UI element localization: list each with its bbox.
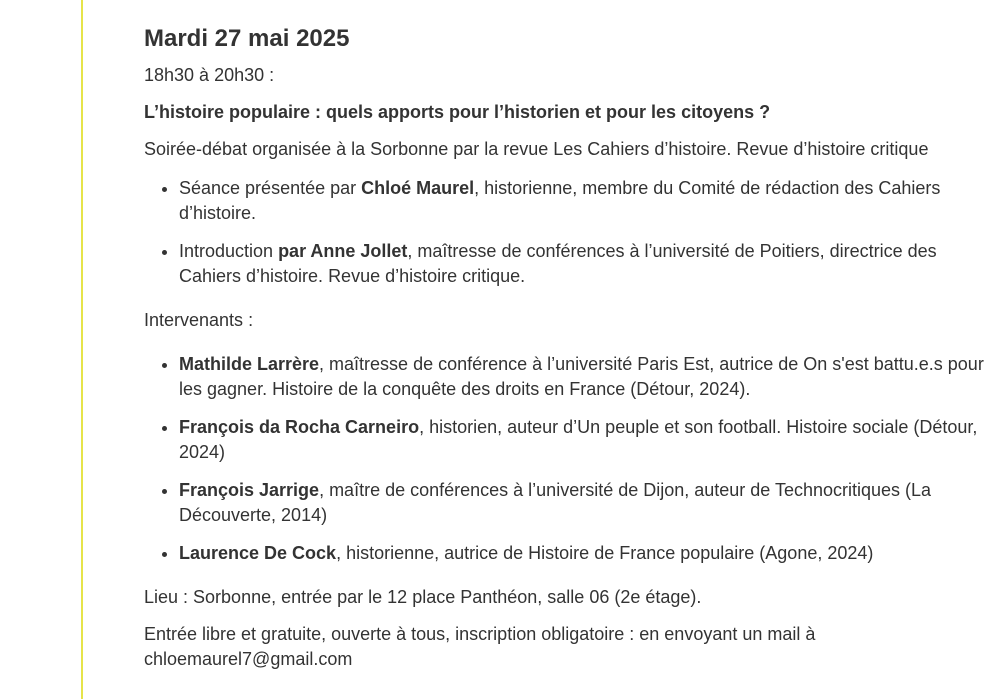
speaker-description: , historien, auteur d’Un peuple et son football. Histoire sociale (Détour, 2024) xyxy=(179,417,978,462)
host-description: , historienne, membre du Comité de rédaction des Cahiers d’histoire. xyxy=(179,178,941,223)
host-prefix: Séance présentée par xyxy=(179,178,362,198)
list-item xyxy=(179,541,984,566)
hosts-list xyxy=(144,176,984,289)
list-item xyxy=(179,478,984,528)
left-accent-rule xyxy=(81,0,83,699)
host-prefix: Introduction xyxy=(179,241,279,261)
event-time: 18h30 à 20h30 : xyxy=(144,65,275,85)
list-item xyxy=(179,176,984,226)
event-registration: Entrée libre et gratuite, ouverte à tous, inscription obligatoire : en envoyant un mail à chloemaurel7@gmail.com xyxy=(144,624,816,669)
host-name: par Anne Jollet xyxy=(278,241,408,261)
list-item xyxy=(179,415,984,465)
speaker-description: , historienne, autrice de Histoire de France populaire (Agone, 2024) xyxy=(336,543,874,563)
speaker-description: , maîtresse de conférence à l’université Paris Est, autrice de On s'est battu.e.s pour les gagner. Histoire de la conquête des droits en France (Détour, 2024). xyxy=(179,354,984,399)
speaker-name: François da Rocha Carneiro xyxy=(179,417,420,437)
speaker-description: , maître de conférences à l’université de Dijon, auteur de Technocritiques (La Découverte, 2014) xyxy=(179,480,932,525)
host-description: , maîtresse de conférences à l’université de Poitiers, directrice des Cahiers d’histoire. Revue d’histoire critique. xyxy=(179,241,937,286)
event-location: Lieu : Sorbonne, entrée par le 12 place Panthéon, salle 06 (2e étage). xyxy=(144,587,702,607)
list-item xyxy=(179,352,984,402)
event-article xyxy=(144,24,984,672)
host-name: Chloé Maurel xyxy=(361,178,475,198)
list-item xyxy=(179,239,984,289)
speaker-name: Laurence De Cock xyxy=(179,543,337,563)
speaker-name: François Jarrige xyxy=(179,480,320,500)
event-date-heading: Mardi 27 mai 2025 xyxy=(144,25,350,52)
speakers-label: Intervenants : xyxy=(144,310,254,330)
speakers-list xyxy=(144,352,984,566)
event-intro: Soirée-débat organisée à la Sorbonne par la revue Les Cahiers d’histoire. Revue d’histoire critique xyxy=(144,139,929,159)
event-subject: L’histoire populaire : quels apports pour l’historien et pour les citoyens ? xyxy=(144,102,771,122)
speaker-name: Mathilde Larrère xyxy=(179,354,320,374)
